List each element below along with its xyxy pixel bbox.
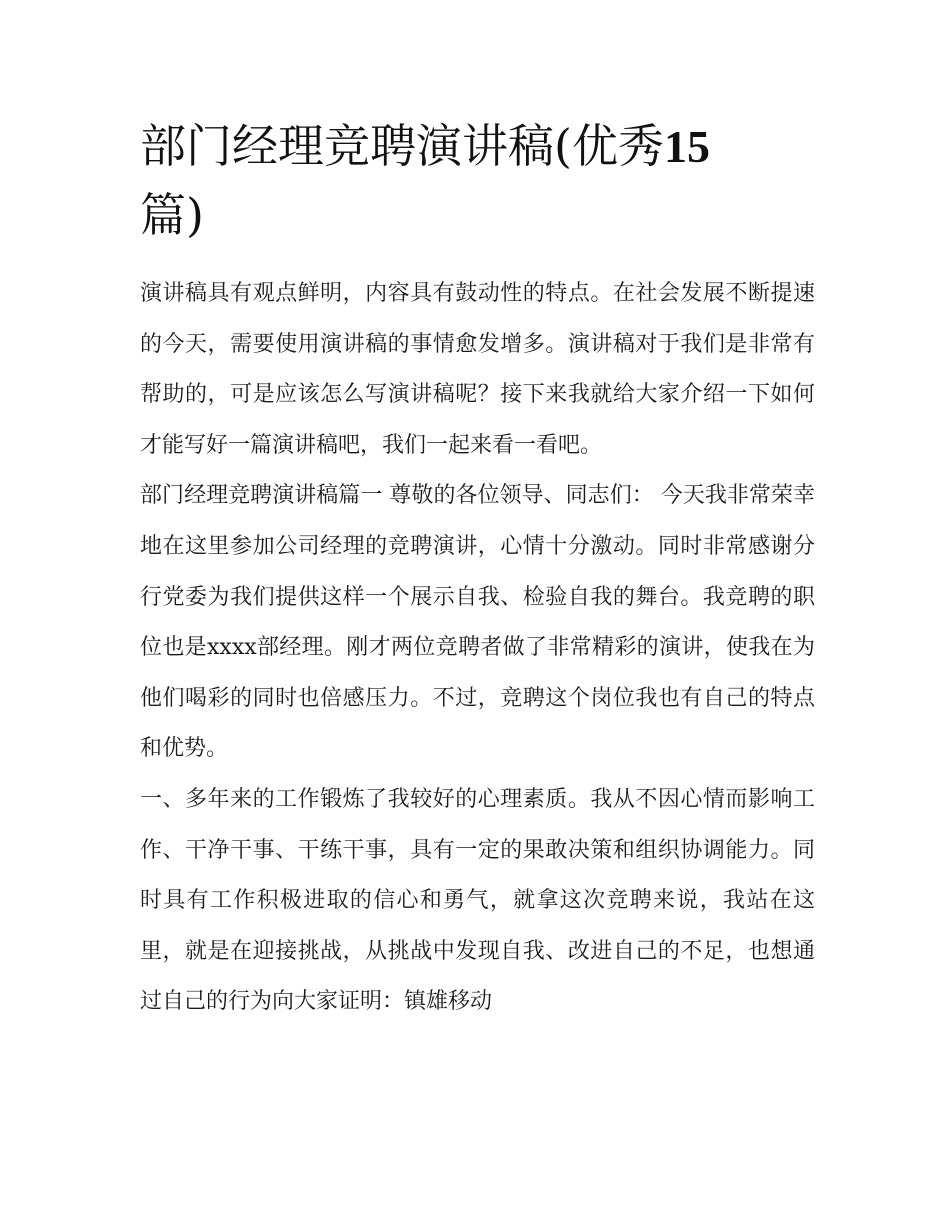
title-main: 部门经理竞聘演讲稿(优秀 [140,119,664,173]
point-one-paragraph: 一、多年来的工作锻炼了我较好的心理素质。我从不因心情而影响工作、干净干事、干练干事，具有一定的果敢决策和组织协调能力。同时具有工作积极进取的信心和勇气，就拿这次竞聘来说，我站在这里，就是在迎接挑战，从挑战中发现自我、改进自己的不足，也想通过自己的行为向大家证明：镇雄移动 [140,786,815,1015]
title-number: 15 [663,121,710,172]
intro-paragraph: 演讲稿具有观点鲜明，内容具有鼓动性的特点。在社会发展不断提速的今天，需要使用演讲稿的事情愈发增多。演讲稿对于我们是非常有帮助的，可是应该怎么写演讲稿呢？接下来我就给大家介绍一下如何才能写好一篇演讲稿吧，我们一起来看一看吧。 [140,281,815,458]
speech-opening-paragraph: 部门经理竞聘演讲稿篇一 尊敬的各位领导、同志们： 今天我非常荣幸地在这里参加公司经理的竞聘演讲，心情十分激动。同时非常感谢分行党委为我们提供这样一个展示自我、检验自我的舞台。我竞聘的职位也是xxxx部经理。刚才两位竞聘者做了非常精彩的演讲，使我在为他们喝彩的同时也倍感压力。不过，竞聘这个岗位我也有自己的特点和优势。 [140,483,815,762]
document-page [140,112,815,1028]
document-body [140,269,815,1028]
document-title [140,112,815,249]
title-tail: 篇) [140,188,204,242]
